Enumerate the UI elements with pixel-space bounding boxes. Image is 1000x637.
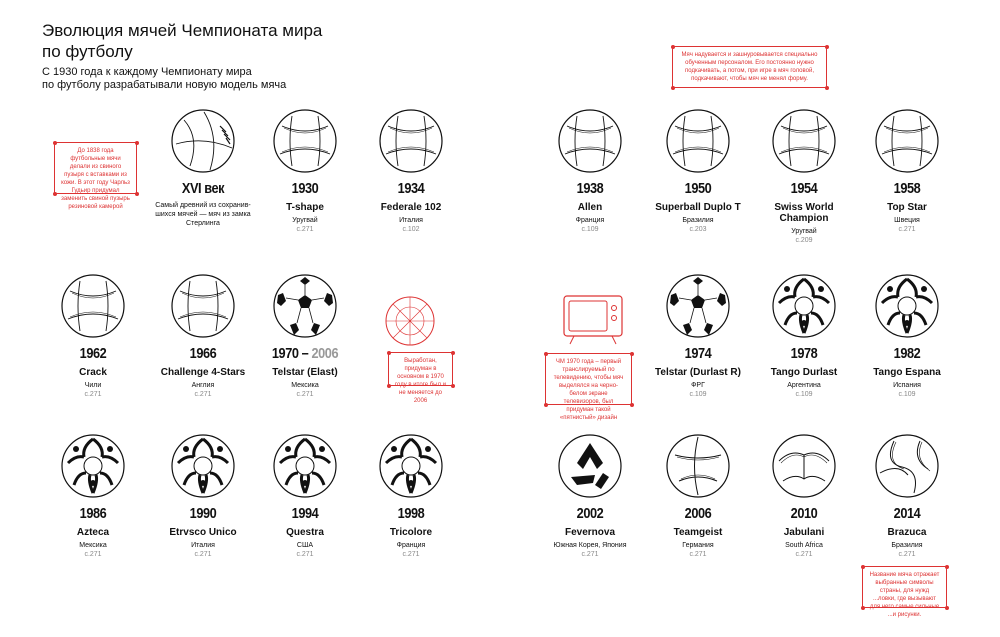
ball-country: Бразилия [891, 542, 923, 549]
ball-name: Tricolore [389, 527, 433, 538]
ball-page: с.271 [84, 551, 102, 558]
note-top: Мяч надувается и зашнуровывается специально обученным персоналом. Его постоянно нужно подкачивать, а потом, при игре в мяч головой, подкачивают, чтобы мяч не менял форму. [672, 46, 827, 88]
ball-year: 1966 [189, 345, 217, 362]
ball-name: Azteca [76, 527, 110, 538]
ball-country: Уругвай [791, 228, 817, 235]
ball-year: 1930 [291, 180, 319, 197]
ball-card [148, 433, 258, 559]
jabulani-ball-icon [771, 433, 837, 499]
ball-name: Federale 102 [380, 202, 442, 213]
teamgeist-ball-icon [665, 433, 731, 499]
ball-year: 1954 [790, 180, 818, 197]
ball-card [852, 108, 962, 234]
ball-country: Италия [399, 217, 423, 224]
ball-year: 1950 [684, 180, 712, 197]
panel-ball-icon [60, 273, 126, 339]
ball-year: 1998 [397, 505, 425, 522]
ball-card [643, 273, 753, 399]
ball-card [356, 433, 466, 559]
ball-name: Allen [577, 202, 603, 213]
ball-country: Аргентина [787, 382, 821, 389]
ball-page: с.271 [898, 226, 916, 233]
note-red-ball: Выработан, придуман в основном в 1970 году в итоге был и не меняется до 2006 [388, 352, 453, 386]
ball-card [148, 273, 258, 399]
ball-page: с.271 [581, 551, 599, 558]
ball-country: Швеция [894, 217, 920, 224]
panel-ball-icon [874, 108, 940, 174]
ball-country: Южная Корея, Япония [553, 542, 627, 549]
ball-country: США [296, 542, 314, 549]
panel-ball-icon [665, 108, 731, 174]
ball-card [38, 273, 148, 399]
fevernova-ball-icon [557, 433, 623, 499]
panel-ball-icon [170, 273, 236, 339]
ball-page: с.271 [194, 551, 212, 558]
ball-name: Tango Espana [873, 367, 941, 378]
note-bottom: Название мяча отражает выбранные символы страны, для нужд ...ловки, где вызывают для него самые сильные ...и рисунки. [862, 566, 947, 608]
ball-year: 1962 [79, 345, 107, 362]
ball-page: с.209 [795, 237, 813, 244]
ball-card [643, 108, 753, 234]
ball-page: с.271 [296, 226, 314, 233]
panel-ball-icon [557, 108, 623, 174]
ball-country: Мексика [79, 542, 107, 549]
ball-year: 1986 [79, 505, 107, 522]
ball-year: 1994 [291, 505, 319, 522]
ball-year: 1982 [893, 345, 921, 362]
red-ball-illustration [384, 295, 436, 347]
panel-ball-icon [771, 108, 837, 174]
ball-card [749, 433, 859, 559]
ball-card [535, 108, 645, 234]
ball-country: South Africa [785, 542, 823, 549]
ball-card [852, 273, 962, 399]
ball-name: Tango Durlast [770, 367, 838, 378]
ball-card [749, 108, 859, 245]
ball-page: с.271 [689, 551, 707, 558]
ball-page: с.102 [402, 226, 420, 233]
ball-name: Top Star [887, 202, 927, 213]
ball-page: с.109 [898, 391, 916, 398]
ball-year: 1938 [576, 180, 604, 197]
ball-name: Superball Duplo T [655, 202, 741, 213]
ball-desc: Самый древний из сохранив-шихся мячей — мяч из замка Стерлинга [155, 202, 251, 227]
ball-card [535, 433, 645, 559]
ball-card [38, 433, 148, 559]
telstar-ball-icon [665, 273, 731, 339]
ball-page: с.109 [689, 391, 707, 398]
ball-page: с.109 [795, 391, 813, 398]
ball-year: 1978 [790, 345, 818, 362]
ball-year: 1970 – 2006 [271, 345, 339, 362]
panel-ball-icon [272, 108, 338, 174]
note-ancient: До 1838 года футбольные мячи делали из свиного пузыря с вставками из кожи. В этот году Чарльз Гудьир придумал заменить свиной пузырь резиновой камерой [54, 142, 137, 194]
ball-page: с.271 [296, 551, 314, 558]
ball-page: с.271 [898, 551, 916, 558]
page-subtitle: С 1930 года к каждому Чемпионату мира по футболу разрабатывали новую модель мяча [42, 66, 287, 91]
ball-name: Crack [79, 367, 107, 378]
ball-card [852, 433, 962, 559]
ball-country: Чили [84, 382, 102, 389]
ball-country: Франция [396, 542, 426, 549]
telstar-ball-icon [272, 273, 338, 339]
ball-year: 1990 [189, 505, 217, 522]
ball-year: 2010 [790, 505, 818, 522]
tango-ball-icon [272, 433, 338, 499]
ball-year: 2002 [576, 505, 604, 522]
ball-card [749, 273, 859, 399]
ancient-ball-icon [170, 108, 236, 174]
tango-ball-icon [170, 433, 236, 499]
ball-country: Германия [682, 542, 714, 549]
ball-name: Etrvsco Unico [169, 527, 237, 538]
ball-card [250, 108, 360, 234]
ball-page: с.271 [296, 391, 314, 398]
ball-year: 1934 [397, 180, 425, 197]
ball-country: Италия [191, 542, 215, 549]
ball-country: ФРГ [691, 382, 705, 389]
ball-country: Мексика [291, 382, 319, 389]
ball-name: T-shape [286, 202, 324, 213]
tv-illustration [562, 294, 624, 346]
tango-ball-icon [771, 273, 837, 339]
ball-page: с.271 [402, 551, 420, 558]
ball-card [250, 433, 360, 559]
page-title: Эволюция мячей Чемпионата мира по футболу [42, 21, 323, 61]
ball-card [148, 108, 258, 228]
ball-name: Telstar (Elast) [272, 367, 338, 378]
tango-ball-icon [874, 273, 940, 339]
ball-year: 2014 [893, 505, 921, 522]
ball-year: XVI век [181, 180, 225, 197]
panel-ball-icon [378, 108, 444, 174]
ball-year: 2006 [684, 505, 712, 522]
ball-name: Challenge 4-Stars [160, 367, 246, 378]
ball-name: Fevernova [564, 527, 616, 538]
ball-page: с.203 [689, 226, 707, 233]
ball-name: Jabulani [783, 527, 825, 538]
ball-card [356, 108, 466, 234]
ball-year: 1974 [684, 345, 712, 362]
ball-name: Questra [286, 527, 324, 538]
ball-country: Испания [893, 382, 921, 389]
ball-country: Англия [191, 382, 215, 389]
ball-name: Teamgeist [673, 527, 723, 538]
note-tv: ЧМ 1970 года – первый транслируемый по телевидению, чтобы мяч выделялся на черно-белом экране телевизоров, был придуман такой «пятнистый» дизайн [545, 353, 632, 405]
ball-page: с.109 [581, 226, 599, 233]
ball-page: с.271 [795, 551, 813, 558]
ball-page: с.271 [84, 391, 102, 398]
ball-country: Бразилия [682, 217, 714, 224]
tango-ball-icon [378, 433, 444, 499]
ball-name: Telstar (Durlast R) [655, 367, 741, 378]
ball-country: Уругвай [292, 217, 318, 224]
tango-ball-icon [60, 433, 126, 499]
ball-page: с.271 [194, 391, 212, 398]
brazuca-ball-icon [874, 433, 940, 499]
ball-name: Swiss World Champion [774, 202, 834, 224]
ball-name: Brazuca [887, 527, 927, 538]
ball-country: Франция [575, 217, 605, 224]
ball-year: 1958 [893, 180, 921, 197]
ball-card [250, 273, 360, 399]
ball-card [643, 433, 753, 559]
